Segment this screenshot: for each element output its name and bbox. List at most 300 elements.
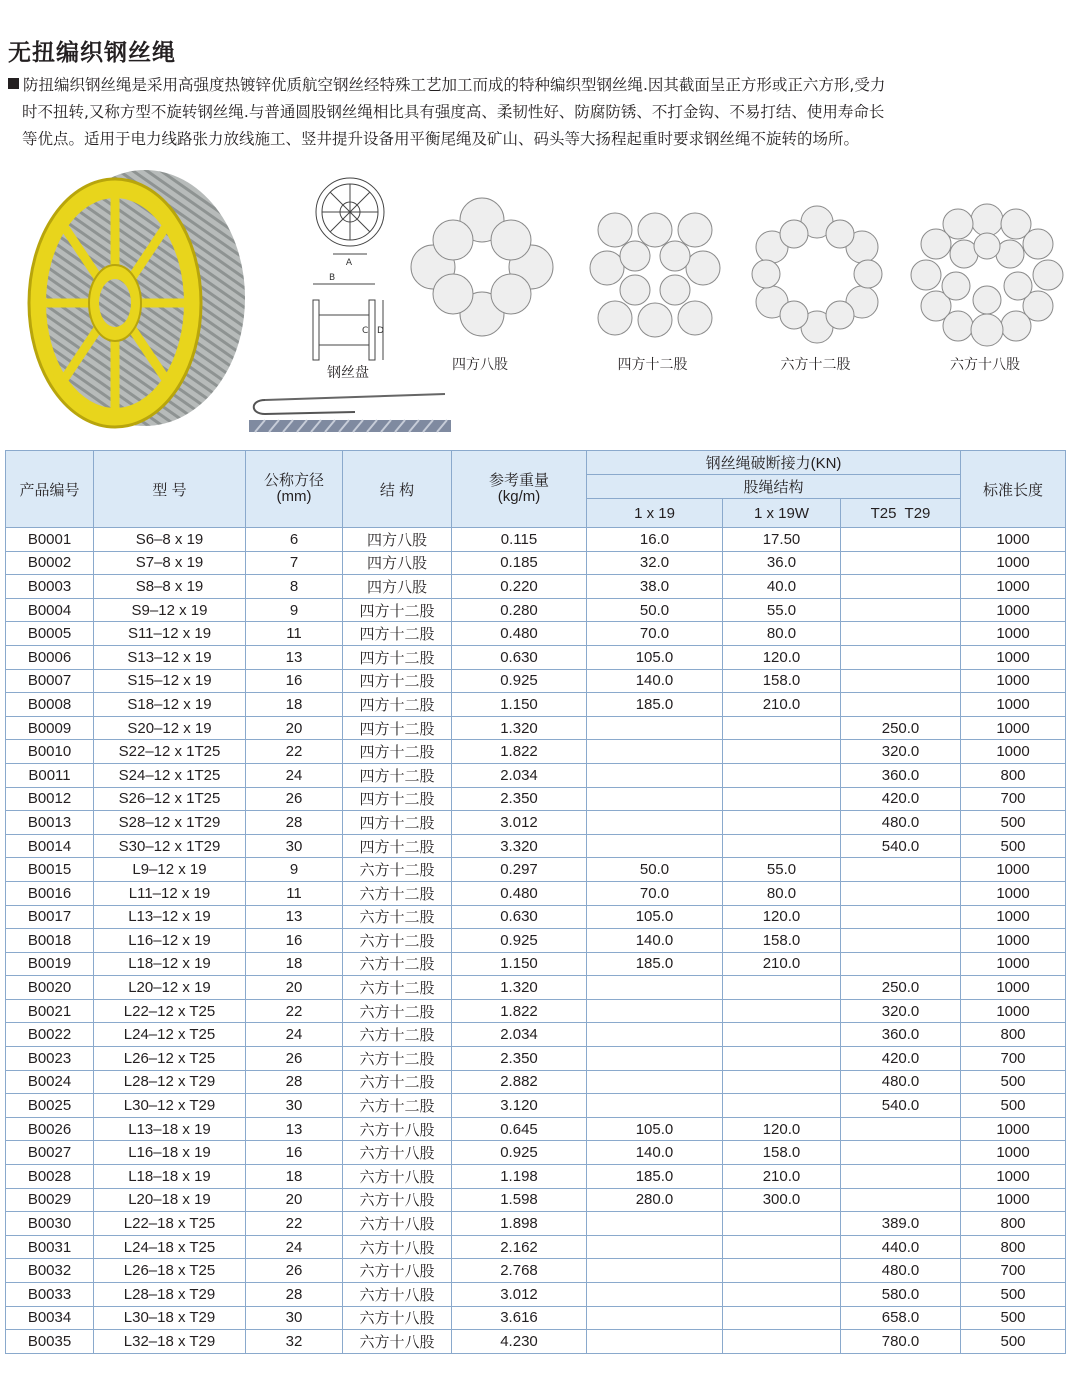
cell-t25-t29 [841,598,961,622]
table-row [6,1165,1066,1189]
cell-length: 500 [961,1306,1066,1330]
cell-t25-t29: 389.0 [841,1212,961,1236]
cell-1x19 [587,976,723,1000]
cell-model: L13–18 x 19 [94,1117,246,1141]
cell-length: 1000 [961,575,1066,599]
cell-weight: 0.630 [452,905,587,929]
cell-1x19w: 210.0 [723,693,841,717]
cell-structure: 六方十二股 [343,1094,452,1118]
cell-1x19w [723,1070,841,1094]
cell-length: 1000 [961,1188,1066,1212]
table-row [6,622,1066,646]
cell-diameter: 24 [246,1235,343,1259]
cell-structure: 六方十二股 [343,881,452,905]
cell-code: B0015 [6,858,94,882]
cell-code: B0008 [6,693,94,717]
cell-structure: 六方十八股 [343,1188,452,1212]
cell-code: B0011 [6,763,94,787]
cell-1x19: 140.0 [587,669,723,693]
reel-caption: 钢丝盘 [327,365,369,381]
cell-code: B0001 [6,528,94,552]
cell-t25-t29: 360.0 [841,1023,961,1047]
table-row [6,1094,1066,1118]
cell-code: B0026 [6,1117,94,1141]
cell-model: L20–12 x 19 [94,976,246,1000]
cell-model: L24–12 x T25 [94,1023,246,1047]
cell-1x19: 16.0 [587,528,723,552]
cell-length: 500 [961,834,1066,858]
cell-length: 1000 [961,528,1066,552]
cell-weight: 0.280 [452,598,587,622]
cell-length: 1000 [961,929,1066,953]
table-row [6,811,1066,835]
cell-code: B0010 [6,740,94,764]
cell-weight: 0.925 [452,929,587,953]
cell-diameter: 11 [246,622,343,646]
cell-1x19 [587,1306,723,1330]
header-weight-label: 参考重量 [488,472,549,489]
cell-structure: 四方十二股 [343,693,452,717]
cell-structure: 六方十八股 [343,1283,452,1307]
cell-structure: 四方十二股 [343,763,452,787]
cell-code: B0025 [6,1094,94,1118]
cell-1x19: 105.0 [587,1117,723,1141]
header-code: 产品编号 [6,451,94,528]
table-row [6,1023,1066,1047]
caption-6x12: 六方十二股 [780,357,851,373]
cell-diameter: 28 [246,1283,343,1307]
cell-diameter: 20 [246,976,343,1000]
cell-length: 700 [961,1259,1066,1283]
cell-diameter: 9 [246,858,343,882]
cell-structure: 六方十八股 [343,1141,452,1165]
cell-model: S8–8 x 19 [94,575,246,599]
table-row [6,1047,1066,1071]
cell-code: B0016 [6,881,94,905]
cell-model: S11–12 x 19 [94,622,246,646]
cell-code: B0013 [6,811,94,835]
cell-1x19: 185.0 [587,952,723,976]
cell-1x19: 70.0 [587,881,723,905]
cell-length: 1000 [961,551,1066,575]
cell-1x19: 50.0 [587,858,723,882]
cell-weight: 0.480 [452,622,587,646]
header-weight [452,451,587,528]
cell-code: B0024 [6,1070,94,1094]
table-row [6,1306,1066,1330]
table-row [6,669,1066,693]
cell-1x19w: 40.0 [723,575,841,599]
cell-1x19w: 80.0 [723,622,841,646]
intro-line-3: 等优点。适用于电力线路张力放线施工、竖井提升设备用平衡尾绳及矿山、码头等大扬程起重时要求钢丝绳不旋转的场所。 [22,130,860,148]
cell-diameter: 24 [246,1023,343,1047]
cell-weight: 2.350 [452,1047,587,1071]
cell-structure: 六方十二股 [343,976,452,1000]
table-row [6,1283,1066,1307]
cell-structure: 四方十二股 [343,645,452,669]
cell-weight: 2.350 [452,787,587,811]
cell-code: B0004 [6,598,94,622]
cell-structure: 六方十二股 [343,1023,452,1047]
cell-model: S30–12 x 1T29 [94,834,246,858]
table-row [6,1070,1066,1094]
cell-diameter: 26 [246,1259,343,1283]
header-strand: 股绳结构 [587,475,961,499]
cell-weight: 3.616 [452,1306,587,1330]
header-structure: 结 构 [343,451,452,528]
cell-model: L16–18 x 19 [94,1141,246,1165]
cell-model: S24–12 x 1T25 [94,763,246,787]
intro-line-1: 防扭编织钢丝绳是采用高强度热镀锌优质航空钢丝经特殊工艺加工而成的特种编织型钢丝绳.因其截面呈正方形或正六方形,受力 [8,72,1066,99]
cell-1x19: 70.0 [587,622,723,646]
cell-code: B0002 [6,551,94,575]
cell-weight: 3.120 [452,1094,587,1118]
cell-t25-t29 [841,858,961,882]
cell-diameter: 18 [246,1165,343,1189]
cell-1x19w [723,1212,841,1236]
cell-weight: 0.925 [452,1141,587,1165]
cell-model: L20–18 x 19 [94,1188,246,1212]
cell-structure: 六方十八股 [343,1259,452,1283]
cell-t25-t29: 420.0 [841,787,961,811]
cell-1x19w: 300.0 [723,1188,841,1212]
cell-weight: 1.822 [452,740,587,764]
cell-diameter: 16 [246,929,343,953]
cell-1x19: 38.0 [587,575,723,599]
cross-section-4x12 [585,208,725,343]
cell-length: 1000 [961,1117,1066,1141]
table-row [6,693,1066,717]
table-row [6,598,1066,622]
cell-diameter: 13 [246,1117,343,1141]
cell-weight: 1.150 [452,693,587,717]
cell-diameter: 30 [246,834,343,858]
cell-t25-t29 [841,1117,961,1141]
table-row [6,740,1066,764]
cell-diameter: 22 [246,1212,343,1236]
cell-structure: 四方十二股 [343,622,452,646]
cell-diameter: 13 [246,905,343,929]
header-diameter [246,451,343,528]
cell-1x19 [587,1023,723,1047]
cell-1x19w [723,999,841,1023]
cell-diameter: 26 [246,1047,343,1071]
cell-weight: 0.185 [452,551,587,575]
table-row [6,1259,1066,1283]
cell-diameter: 32 [246,1330,343,1354]
cell-diameter: 30 [246,1306,343,1330]
cell-code: B0029 [6,1188,94,1212]
cell-1x19w: 120.0 [723,645,841,669]
cell-length: 700 [961,1047,1066,1071]
cell-1x19w: 80.0 [723,881,841,905]
cell-structure: 四方十二股 [343,787,452,811]
cell-1x19 [587,740,723,764]
cell-structure: 六方十二股 [343,999,452,1023]
cell-1x19: 185.0 [587,1165,723,1189]
cell-model: L22–12 x T25 [94,999,246,1023]
cell-1x19w [723,1235,841,1259]
cell-t25-t29: 320.0 [841,999,961,1023]
cell-1x19w [723,740,841,764]
cell-code: B0020 [6,976,94,1000]
cell-model: L24–18 x T25 [94,1235,246,1259]
reel-drawing [305,170,395,370]
cell-model: S26–12 x 1T25 [94,787,246,811]
cell-t25-t29 [841,929,961,953]
cell-t25-t29: 658.0 [841,1306,961,1330]
cell-structure: 四方十二股 [343,669,452,693]
cell-1x19w [723,763,841,787]
cell-t25-t29: 540.0 [841,1094,961,1118]
cell-weight: 0.115 [452,528,587,552]
cell-1x19: 140.0 [587,1141,723,1165]
cell-t25-t29: 540.0 [841,834,961,858]
cell-diameter: 9 [246,598,343,622]
cell-structure: 四方八股 [343,551,452,575]
cell-length: 1000 [961,693,1066,717]
cell-1x19 [587,999,723,1023]
caption-6x18: 六方十八股 [950,357,1020,373]
cell-t25-t29 [841,1188,961,1212]
cell-structure: 四方十二股 [343,598,452,622]
cell-model: S22–12 x 1T25 [94,740,246,764]
cell-model: L30–18 x T29 [94,1306,246,1330]
cell-code: B0031 [6,1235,94,1259]
cell-1x19 [587,811,723,835]
cell-length: 1000 [961,952,1066,976]
cell-1x19w: 158.0 [723,929,841,953]
cell-t25-t29: 480.0 [841,1259,961,1283]
cell-model: S9–12 x 19 [94,598,246,622]
table-row [6,834,1066,858]
cell-diameter: 16 [246,669,343,693]
table-row [6,763,1066,787]
cell-model: S7–8 x 19 [94,551,246,575]
cell-weight: 1.822 [452,999,587,1023]
cell-1x19 [587,1235,723,1259]
cell-code: B0028 [6,1165,94,1189]
cell-model: L18–18 x 19 [94,1165,246,1189]
table-row [6,1117,1066,1141]
table-row [6,929,1066,953]
cell-structure: 四方十二股 [343,811,452,835]
cell-t25-t29 [841,693,961,717]
cell-model: L26–18 x T25 [94,1259,246,1283]
cell-model: L16–12 x 19 [94,929,246,953]
intro-line-2: 时不扭转,又称方型不旋转钢丝绳.与普通圆股钢丝绳相比具有强度高、柔韧性好、防腐防锈、不打金钩、不易打结、使用寿命长 [22,103,885,121]
table-row [6,787,1066,811]
cell-model: S20–12 x 19 [94,716,246,740]
cell-t25-t29 [841,1141,961,1165]
cell-diameter: 18 [246,952,343,976]
cell-length: 500 [961,1283,1066,1307]
cell-structure: 六方十八股 [343,1165,452,1189]
cell-t25-t29 [841,645,961,669]
table-row [6,858,1066,882]
cell-length: 1000 [961,716,1066,740]
cell-weight: 1.150 [452,952,587,976]
cell-weight: 1.598 [452,1188,587,1212]
reel-photo [20,168,248,430]
cell-diameter: 28 [246,1070,343,1094]
cell-1x19w [723,834,841,858]
cell-model: L28–12 x T29 [94,1070,246,1094]
cell-1x19w [723,1047,841,1071]
cell-length: 500 [961,1330,1066,1354]
header-1x19w: 1 x 19W [723,499,841,528]
cell-structure: 六方十二股 [343,1070,452,1094]
cell-t25-t29 [841,575,961,599]
table-row [6,1235,1066,1259]
cell-1x19w [723,976,841,1000]
cell-structure: 六方十二股 [343,858,452,882]
cell-length: 700 [961,787,1066,811]
cell-length: 500 [961,1094,1066,1118]
cell-t25-t29: 360.0 [841,763,961,787]
cell-structure: 六方十二股 [343,929,452,953]
cell-diameter: 24 [246,763,343,787]
cell-model: L18–12 x 19 [94,952,246,976]
cell-weight: 1.320 [452,716,587,740]
cell-code: B0003 [6,575,94,599]
cell-length: 1000 [961,976,1066,1000]
cell-length: 1000 [961,1165,1066,1189]
cell-code: B0034 [6,1306,94,1330]
table-row [6,999,1066,1023]
cell-structure: 六方十二股 [343,952,452,976]
cross-section-6x12 [750,202,885,347]
cell-1x19w [723,787,841,811]
cell-diameter: 8 [246,575,343,599]
cell-1x19w [723,1259,841,1283]
specification-table [5,450,1066,1354]
cell-diameter: 7 [246,551,343,575]
table-row [6,952,1066,976]
cell-t25-t29: 440.0 [841,1235,961,1259]
cell-diameter: 6 [246,528,343,552]
table-row [6,905,1066,929]
cell-model: L13–12 x 19 [94,905,246,929]
cell-code: B0012 [6,787,94,811]
cell-model: S6–8 x 19 [94,528,246,552]
cell-length: 1000 [961,740,1066,764]
cell-diameter: 16 [246,1141,343,1165]
cell-length: 800 [961,1023,1066,1047]
cell-code: B0035 [6,1330,94,1354]
table-row [6,528,1066,552]
cell-model: S13–12 x 19 [94,645,246,669]
cell-model: L32–18 x T29 [94,1330,246,1354]
table-row [6,976,1066,1000]
cell-1x19w: 55.0 [723,858,841,882]
cell-1x19 [587,1094,723,1118]
cell-diameter: 22 [246,740,343,764]
cell-structure: 六方十八股 [343,1117,452,1141]
cell-t25-t29 [841,528,961,552]
cell-code: B0005 [6,622,94,646]
cell-model: S28–12 x 1T29 [94,811,246,835]
cell-structure: 六方十八股 [343,1330,452,1354]
cell-weight: 3.320 [452,834,587,858]
cell-1x19w: 210.0 [723,952,841,976]
cell-model: L11–12 x 19 [94,881,246,905]
cell-length: 1000 [961,622,1066,646]
cell-structure: 六方十二股 [343,1047,452,1071]
cell-t25-t29: 250.0 [841,716,961,740]
cell-length: 1000 [961,645,1066,669]
cell-length: 1000 [961,858,1066,882]
caption-4x8: 四方八股 [452,357,508,373]
cell-code: B0021 [6,999,94,1023]
cell-weight: 3.012 [452,811,587,835]
cell-weight: 0.480 [452,881,587,905]
cell-model: S18–12 x 19 [94,693,246,717]
cell-model: S15–12 x 19 [94,669,246,693]
cell-weight: 0.645 [452,1117,587,1141]
cell-structure: 六方十二股 [343,905,452,929]
cell-1x19w [723,1094,841,1118]
cell-weight: 4.230 [452,1330,587,1354]
cell-1x19: 280.0 [587,1188,723,1212]
cell-1x19 [587,1070,723,1094]
cell-t25-t29 [841,622,961,646]
cell-t25-t29: 780.0 [841,1330,961,1354]
cell-t25-t29: 320.0 [841,740,961,764]
cell-code: B0022 [6,1023,94,1047]
cell-weight: 2.882 [452,1070,587,1094]
cell-1x19 [587,787,723,811]
cell-weight: 0.630 [452,645,587,669]
cell-1x19 [587,1047,723,1071]
cell-length: 800 [961,763,1066,787]
cell-structure: 四方十二股 [343,834,452,858]
cell-code: B0007 [6,669,94,693]
cell-structure: 四方八股 [343,575,452,599]
cell-1x19w [723,1023,841,1047]
cell-length: 1000 [961,669,1066,693]
cell-structure: 四方十二股 [343,716,452,740]
cell-diameter: 20 [246,1188,343,1212]
cell-1x19 [587,834,723,858]
cell-1x19w: 17.50 [723,528,841,552]
cell-code: B0023 [6,1047,94,1071]
cell-t25-t29: 420.0 [841,1047,961,1071]
cell-1x19w [723,811,841,835]
intro-paragraph [8,72,1066,153]
cell-diameter: 11 [246,881,343,905]
table-row [6,1212,1066,1236]
cell-t25-t29 [841,551,961,575]
cell-model: L26–12 x T25 [94,1047,246,1071]
cell-1x19: 140.0 [587,929,723,953]
cell-1x19: 105.0 [587,645,723,669]
cell-model: L22–18 x T25 [94,1212,246,1236]
cell-code: B0006 [6,645,94,669]
cross-section-6x18 [908,200,1066,350]
header-weight-unit: (kg/m) [497,488,541,505]
cell-diameter: 26 [246,787,343,811]
cell-1x19w [723,716,841,740]
cell-t25-t29: 250.0 [841,976,961,1000]
dim-label-a: A [345,258,353,268]
cell-1x19w: 120.0 [723,905,841,929]
cell-structure: 六方十八股 [343,1235,452,1259]
cell-weight: 3.012 [452,1283,587,1307]
cell-model: L28–18 x T29 [94,1283,246,1307]
table-row [6,1188,1066,1212]
cell-t25-t29: 580.0 [841,1283,961,1307]
